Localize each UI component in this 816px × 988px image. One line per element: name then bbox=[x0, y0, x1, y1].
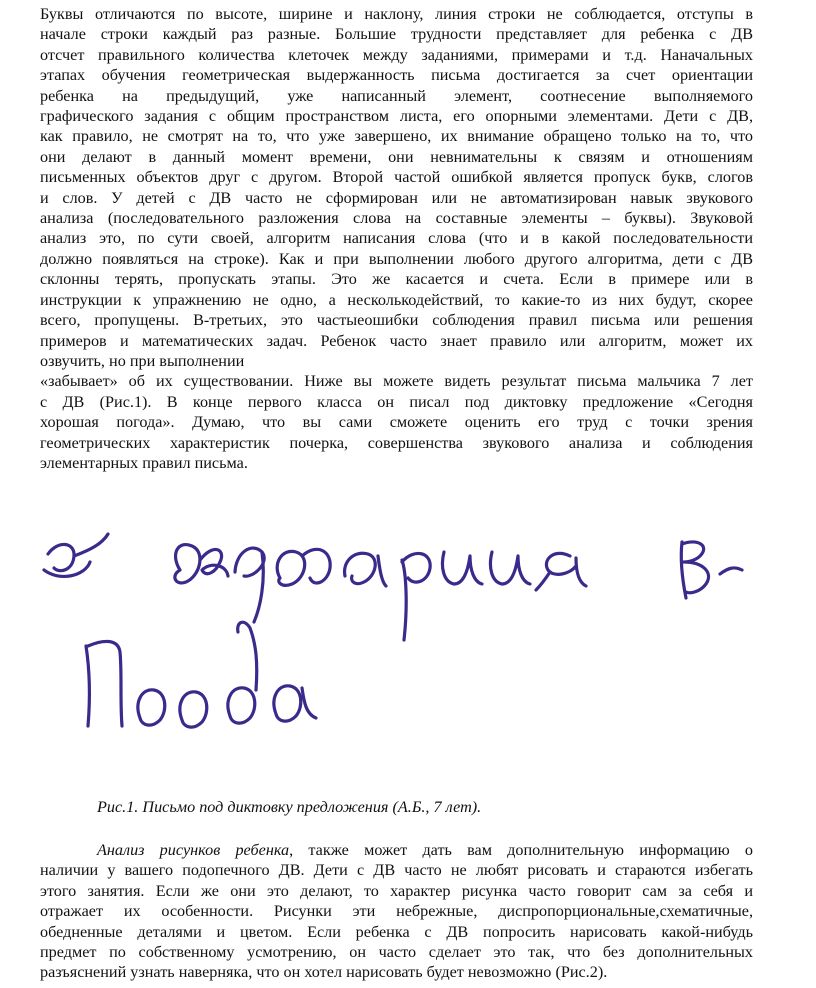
handwriting-figure bbox=[30, 512, 770, 782]
p1-line: графического задания с общим пространством листа, его опорными элементами. Дети с ДВ, bbox=[40, 107, 753, 126]
p1-line: геометрических характеристик почерка, совершенства звукового анализа и соблюдения bbox=[40, 433, 753, 452]
handwriting-stroke bbox=[720, 568, 742, 574]
p1-line: этапах обучения геометрическая выдержанность письма достигается за счет ориентации bbox=[40, 66, 753, 85]
handwriting-stroke bbox=[490, 552, 530, 584]
handwriting-stroke bbox=[228, 622, 257, 723]
p1-line: всего, пропущены. В-третьих, это частыеошибки соблюдения правил письма или решения bbox=[40, 311, 753, 330]
p2-line bbox=[40, 840, 753, 860]
p1-line: как правило, не смотрят на то, что уже завершено, их внимание обращено только на то, что bbox=[40, 127, 753, 146]
p2-line: отражает их особенности. Рисунки эти небрежные, диспропорциональные,схематичные, bbox=[40, 902, 753, 921]
p1-line: с ДВ (Рис.1). В конце первого класса он писал под диктовку предложение «Сегодня bbox=[40, 392, 753, 411]
handwriting-stroke bbox=[235, 548, 264, 622]
p1-line: хорошая погода». Думаю, что вы сами сможете оценить его труд с точки зрения bbox=[40, 413, 753, 432]
p1-line: отсчет правильного количества клеточек между заданиями, примерами и т.д. Наначальных bbox=[40, 45, 753, 64]
p2-lead-rest: , также может дать вам дополнительную информацию о bbox=[289, 841, 754, 859]
p2-line: разъяснений узнать наверняка, что он хотел нарисовать будет невозможно (Рис.2). bbox=[40, 963, 608, 982]
p1-line: анализ это, по сути своей, алгоритм написания слова (что и в какой последовательности bbox=[40, 229, 753, 248]
handwriting-stroke bbox=[180, 692, 207, 727]
handwriting-stroke bbox=[175, 545, 200, 583]
p1-line: ребенка на предыдущий, уже написанный элемент, соотнесение выполняемого bbox=[40, 86, 753, 105]
handwriting-stroke bbox=[138, 690, 165, 725]
handwriting-stroke bbox=[48, 534, 108, 571]
p1-line: должно появляться на строке). Как и при выполнении любого другого алгоритма, дети с ДВ bbox=[40, 249, 753, 268]
handwriting-stroke bbox=[442, 552, 482, 584]
handwriting-stroke bbox=[536, 553, 586, 590]
handwriting-stroke bbox=[86, 641, 122, 726]
handwriting-stroke bbox=[200, 549, 228, 576]
p1-line: Буквы отличаются по высоте, ширине и наклону, линия строки не соблюдается, отступы в bbox=[40, 5, 753, 23]
paragraph-1 bbox=[40, 4, 753, 473]
handwriting-stroke bbox=[681, 542, 708, 598]
p2-lead-italic: Анализ рисунков ребенка bbox=[97, 841, 290, 859]
p1-line: инструкции к упражнению не одно, а несколькодействий, то какие-то из них будут, скорее bbox=[40, 290, 753, 309]
p1-line: элементарных правил письма. bbox=[40, 453, 248, 472]
p2-line: этого занятия. Если же они это делают, то характер рисунка часто говорит сам за себя и bbox=[40, 881, 753, 900]
p1-line: начале строки каждый раз разные. Большие трудности представляет для ребенка с ДВ bbox=[40, 25, 753, 44]
p2-line: обедненные деталями и цветом. Если ребенка с ДВ попросить нарисовать какой-нибудь bbox=[40, 922, 753, 941]
p2-line: наличии у вашего подопечного ДВ. Дети с ДВ часто не любят рисовать и стараются избегать bbox=[40, 861, 753, 880]
handwriting-image bbox=[30, 512, 770, 782]
p1-line: склонны терять, пропускать этапы. Это же касается и счета. Если в примере или в bbox=[40, 270, 753, 289]
p1-line: письменных объектов друг с другом. Второй частой ошибкой является пропуск букв, слогов bbox=[40, 168, 753, 187]
handwriting-stroke bbox=[345, 553, 386, 586]
p1-line: анализа (последовательного разложения слова на составные элементы – буквы). Звуковой bbox=[40, 209, 753, 228]
p1-line: озвучить, но при выполнении bbox=[40, 351, 245, 370]
figure-caption: Рис.1. Письмо под диктовку предложения (А.Б., 7 лет). bbox=[97, 798, 482, 816]
handwriting-stroke bbox=[402, 553, 430, 640]
p1-line: примеров и математических задач. Ребенок часто знает правило или алгоритм, может их bbox=[40, 331, 753, 350]
p1-line: они делают в данный момент времени, они невнимательны к связям и отношениям bbox=[40, 147, 753, 166]
paragraph-2 bbox=[40, 840, 753, 983]
handwriting-stroke bbox=[277, 549, 330, 585]
handwriting-stroke bbox=[274, 686, 316, 721]
p1-line: «забывает» об их существовании. Ниже вы можете видеть результат письма мальчика 7 лет bbox=[40, 372, 753, 391]
p1-line: и слов. У детей с ДВ часто не сформирован или не автоматизирован навык звукового bbox=[40, 188, 753, 207]
p2-line: предмет по собственному усмотрению, он часто сделает это так, что без дополнительных bbox=[40, 943, 753, 962]
